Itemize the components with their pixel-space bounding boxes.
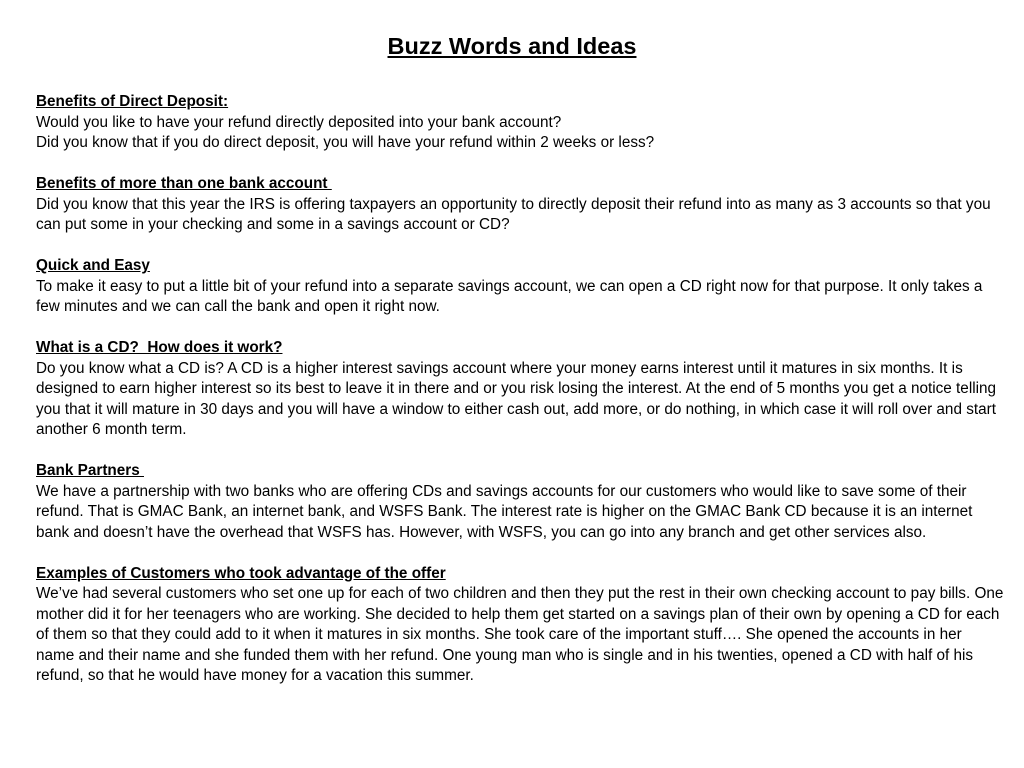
section-line: Would you like to have your refund directly deposited into your bank account? bbox=[36, 113, 562, 131]
section-bank-partners bbox=[36, 461, 1004, 543]
section-heading: What is a CD? How does it work? bbox=[36, 339, 283, 356]
section-heading: Examples of Customers who took advantage of the offer bbox=[36, 564, 446, 582]
section-line: Did you know that if you do direct deposit, you will have your refund within 2 weeks or less? bbox=[36, 134, 655, 151]
section-heading: Benefits of more than one bank account bbox=[36, 175, 332, 192]
section-quick-and-easy bbox=[36, 256, 1004, 318]
content-body bbox=[36, 92, 1004, 707]
section-customer-examples bbox=[36, 564, 1004, 687]
section-line: We’ve had several customers who set one up for each of two children and then they put the rest in their own checking account to pay bills. One mother did it for her teenagers who are working. She decided to help them get started on a savings plan of their own by opening a CD for each of them so that they could add to it when it matures in six months. She took care of the important stuff…. She opened the accounts in her name and their name and she funded them with her refund. One young man who is single and in his twenties, opened a CD with half of his refund, so that he would have money for a vacation this summer. bbox=[36, 585, 1004, 684]
section-heading: Quick and Easy bbox=[36, 257, 150, 274]
section-what-is-cd bbox=[36, 338, 1004, 441]
section-direct-deposit bbox=[36, 92, 1004, 154]
section-line: We have a partnership with two banks who are offering CDs and savings accounts for our customers who would like to save some of their refund. That is GMAC Bank, an internet bank, and WSFS Bank. The interest rate is higher on the GMAC Bank CD because it is an internet bank and doesn’t have the overhead that WSFS has. However, with WSFS, you can go into any branch and get other services also. bbox=[36, 482, 973, 541]
page-title: Buzz Words and Ideas bbox=[387, 33, 637, 59]
section-line: Did you know that this year the IRS is offering taxpayers an opportunity to directly deposit their refund into as many as 3 accounts so that you can put some in your checking and some in a savings account or CD? bbox=[36, 195, 991, 233]
section-multiple-accounts bbox=[36, 174, 1004, 236]
section-line: Do you know what a CD is? A CD is a higher interest savings account where your money earns interest until it matures in six months. It is designed to earn higher interest so its best to leave it in there and or you risk losing the interest. At the end of 5 months you get a notice telling you that it will mature in 30 days and you will have a window to either cash out, add more, or do nothing, in which case it will roll over and start another 6 month term. bbox=[36, 359, 997, 438]
section-heading: Bank Partners bbox=[36, 462, 144, 479]
section-heading: Benefits of Direct Deposit: bbox=[36, 93, 229, 110]
section-line: To make it easy to put a little bit of your refund into a separate savings account, we can open a CD right now for that purpose. It only takes a few minutes and we can call the bank and open it right now. bbox=[36, 277, 983, 315]
